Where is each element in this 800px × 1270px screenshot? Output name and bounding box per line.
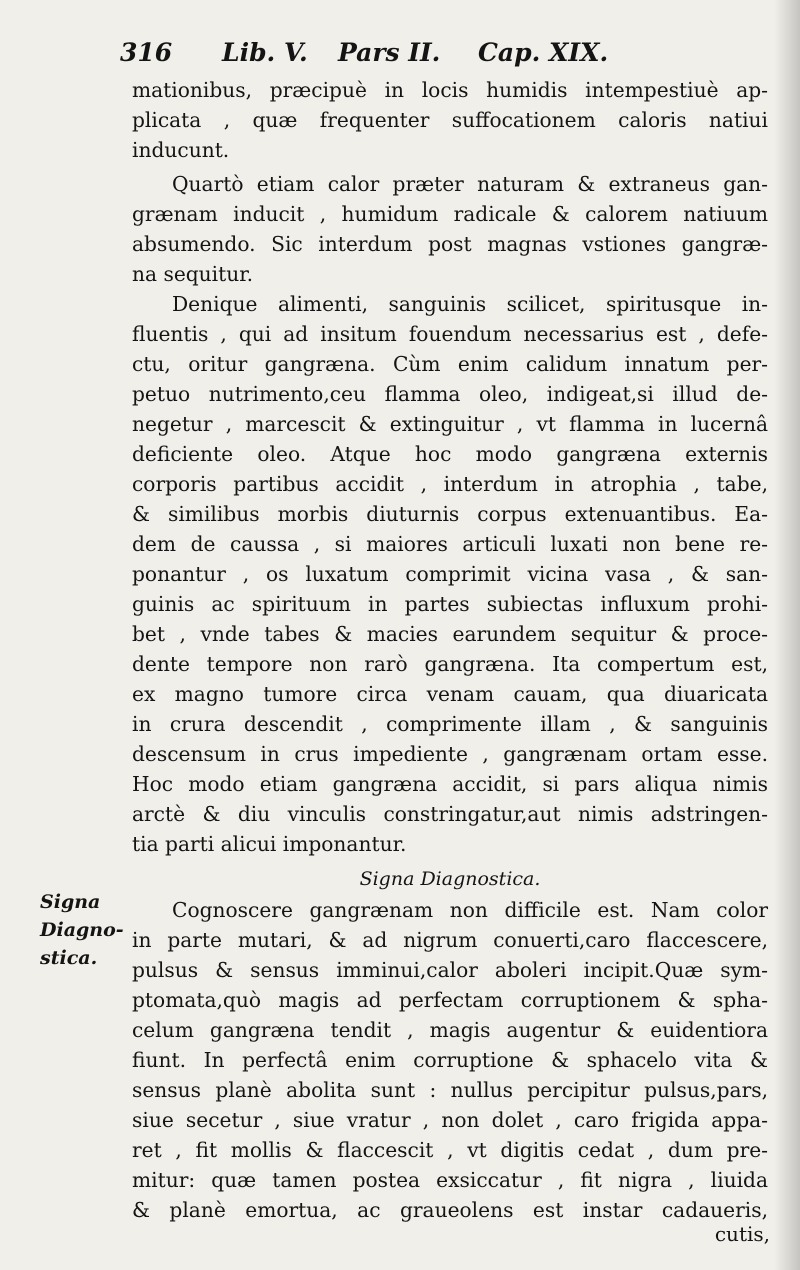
text-line: ponantur , os luxatum comprimit vicina vasa , & san- [132,562,768,586]
page-number: 316 [120,38,173,67]
text-line: mationibus, præcipuè in locis humidis intempestiuè ap- [132,78,768,102]
text-line: negetur , marcescit & extinguitur , vt flamma in lucernâ [132,412,768,436]
text-line: siue secetur , siue vratur , non dolet , caro frigida appa- [132,1108,768,1132]
text-line: plicata , quæ frequenter suffocationem caloris natiui [132,108,768,132]
header-part: Pars II. [338,38,441,67]
text-line: dem de caussa , si maiores articuli luxati non bene re- [132,532,768,556]
header-book: Lib. V. [222,38,308,67]
text-line: mitur: quæ tamen postea exsiccatur , fit nigra , liuida [132,1168,768,1192]
section-subheading: Signa Diagnostica. [359,868,541,890]
catchword: cutis, [714,1222,770,1246]
text-line: in crura descendit , comprimente illam , & sanguinis [132,712,768,736]
text-line: & planè emortua, ac graueolens est instar cadaueris, [132,1198,768,1222]
text-line: fluentis , qui ad insitum fouendum necessarius est , defe- [132,322,768,346]
text-line: celum gangræna tendit , magis augentur & euidentiora [132,1018,768,1042]
text-line: na sequitur. [132,262,254,286]
text-line: bet , vnde tabes & macies earundem sequitur & proce- [132,622,768,646]
margin-note-line: Signa [40,891,101,913]
text-line: deficiente oleo. Atque hoc modo gangræna externis [132,442,768,466]
text-line: corporis partibus accidit , interdum in atrophia , tabe, [132,472,768,496]
margin-note-line: Diagno- [40,919,124,941]
text-line: ret , fit mollis & flaccescit , vt digitis cedat , dum pre- [132,1138,768,1162]
text-line: pulsus & sensus imminui,calor aboleri incipit.Quæ sym- [132,958,768,982]
margin-note-line: stica. [40,947,98,969]
text-line: & similibus morbis diuturnis corpus extenuantibus. Ea- [132,502,768,526]
text-line: Denique alimenti, sanguinis scilicet, spiritusque in- [172,292,768,316]
text-line: dente tempore non rarò gangræna. Ita compertum est, [132,652,768,676]
text-line: ex magno tumore circa venam cauam, qua diuaricata [132,682,768,706]
text-line: tia parti alicui imponantur. [132,832,407,856]
text-line: petuo nutrimento,ceu flamma oleo, indigeat,si illud de- [132,382,768,406]
page-edge-shadow [774,0,800,1270]
margin-note [40,888,130,972]
text-line: absumendo. Sic interdum post magnas vstiones gangræ- [132,232,768,256]
text-line: descensum in crus impediente , gangrænam ortam esse. [132,742,768,766]
text-line: arctè & diu vinculis constringatur,aut nimis adstringen- [132,802,768,826]
text-line: ctu, oritur gangræna. Cùm enim calidum innatum per- [132,352,768,376]
text-line: Cognoscere gangrænam non difficile est. Nam color [172,898,768,922]
text-line: Hoc modo etiam gangræna accidit, si pars aliqua nimis [132,772,768,796]
running-header [118,38,778,72]
text-line: sensus planè abolita sunt : nullus percipitur pulsus,pars, [132,1078,768,1102]
text-line: inducunt. [132,138,230,162]
text-line: fiunt. In perfectâ enim corruptione & sphacelo vita & [132,1048,768,1072]
text-line: grænam inducit , humidum radicale & calorem natiuum [132,202,768,226]
text-line: ptomata,quò magis ad perfectam corruptionem & spha- [132,988,768,1012]
header-chapter: Cap. XIX. [478,38,609,67]
text-line: in parte mutari, & ad nigrum conuerti,caro flaccescere, [132,928,768,952]
text-line: guinis ac spirituum in partes subiectas influxum prohi- [132,592,768,616]
text-line: Quartò etiam calor præter naturam & extraneus gan- [172,172,768,196]
